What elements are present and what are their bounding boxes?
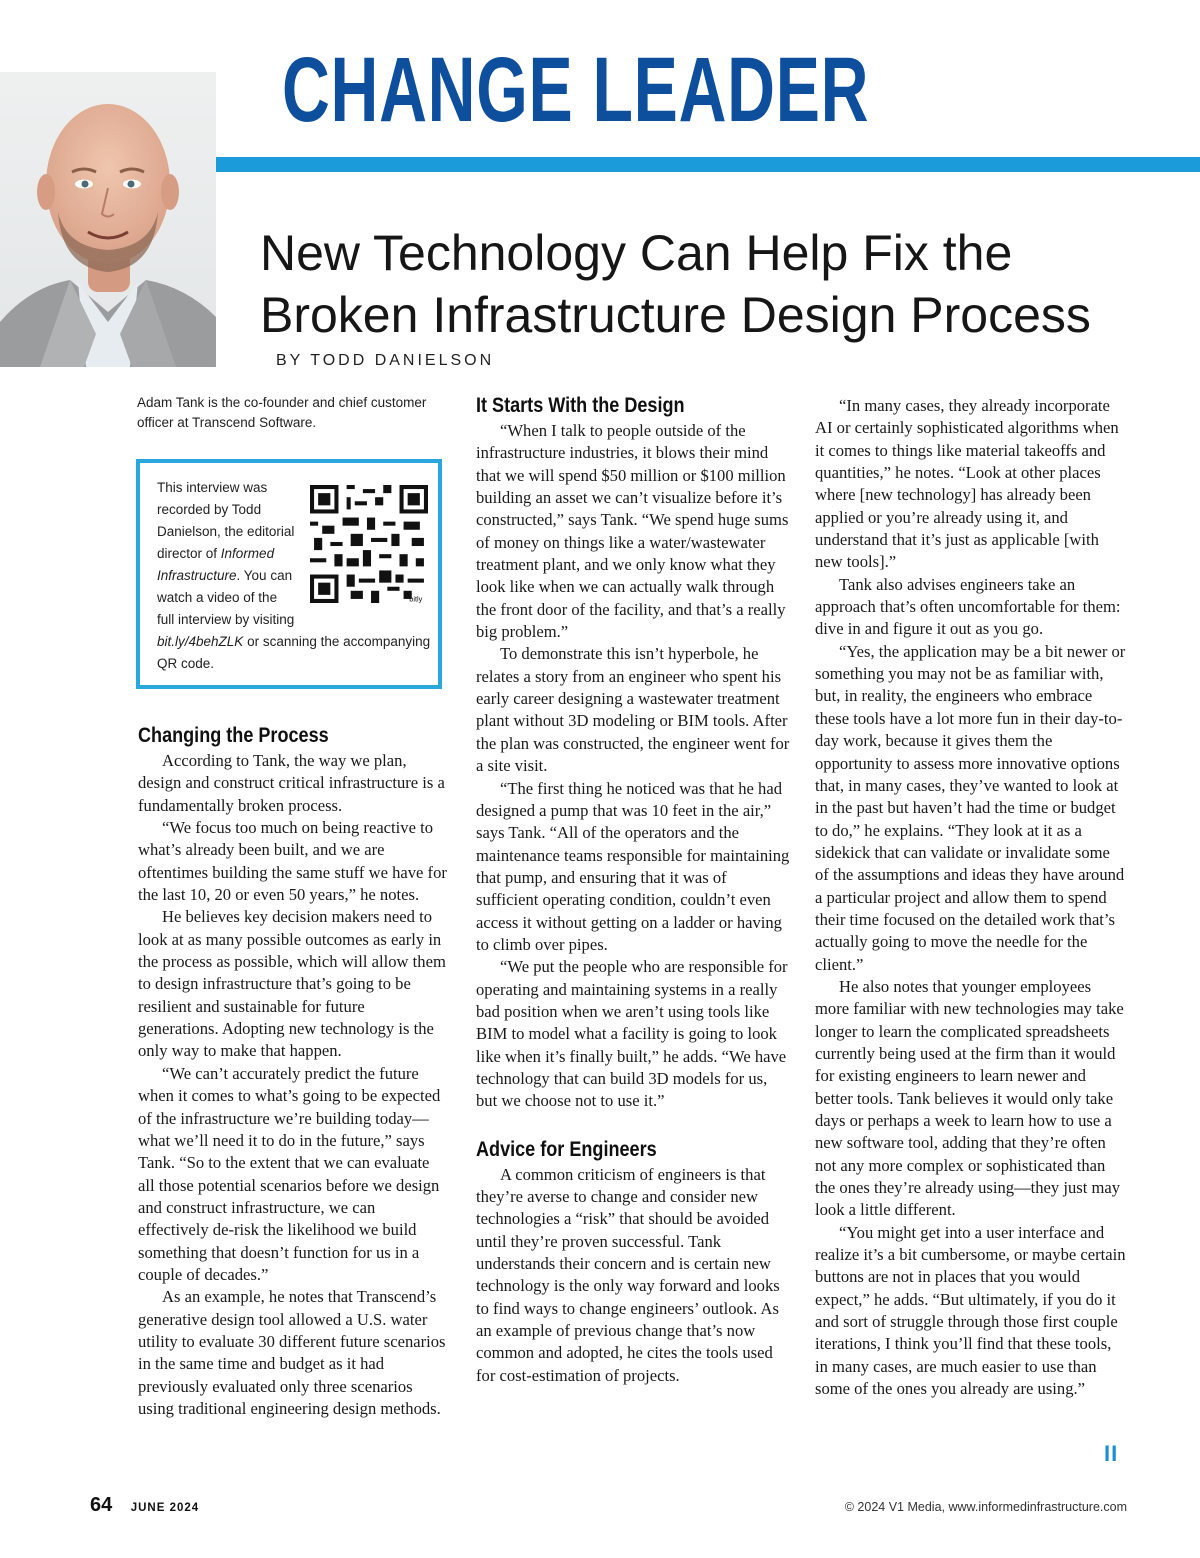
subheading-it-starts-with-the-design: It Starts With the Design [476, 394, 685, 417]
subheading-advice-for-engineers: Advice for Engineers [476, 1137, 657, 1161]
byline: BY TODD DANIELSON [276, 352, 495, 369]
paragraph: According to Tank, the way we plan, design and construct critical infrastructure is a fundamentally broken process. [138, 751, 445, 815]
paragraph: As an example, he notes that Transcend’s generative design tool allowed a U.S. water utility to evaluate 30 different future scenarios in the same time and budget as it had previously evaluated only three scenarios using traditional engineering design methods. [138, 1287, 446, 1418]
paragraph: A common criticism of engineers is that they’re averse to change and consider new technologies a “risk” that should be avoided until they’re proven successful. Tank understands their concern and is certain new technology is the only way forward and looks to find ways to change engineers’ outlook. As an example of previous change that’s now common and adopted, he cites the tools used for cost-estimation of projects. [476, 1164, 780, 1385]
paragraph: “We focus too much on being reactive to what’s already been built, and we are oftentimes building the same stuff we have for the last 10, 20 or even 50 years,” he notes. [138, 818, 447, 905]
callout-line: director of Informed [157, 546, 275, 561]
callout-line: This interview was [157, 480, 268, 495]
page-number: 64 [90, 1494, 113, 1516]
headline-line-2: Broken Infrastructure Design Process [260, 287, 1091, 343]
paragraph: He also notes that younger employees more familiar with new technologies may take longer to learn the complicated spreadsheets currently being used at the firm than it would for existing engineers to learn newer and better tools. Tank believes it would only take days or perhaps a week to learn how to use a new software tool, adding that they’re often not any more complex or sophisticated than the ones they’re already using—they just may look a little different. [815, 976, 1124, 1220]
paragraph: “When I talk to people outside of the infrastructure industries, it blows their mind that we will spend $50 million or $100 million building an asset we can’t visualize before it’s constructed,” says Tank. “We spend huge sums of money on things like a water/wastewater treatment plant, and we only know what they look like when we can actually walk through the front door of the facility, and that’s a really big problem.” [476, 421, 789, 642]
callout-line: recorded by Todd [157, 502, 262, 517]
paragraph: To demonstrate this isn’t hyperbole, he relates a story from an engineer who spent his early career designing a wastewater treatment plant without 3D modeling or BIM tools. After the plan was constructed, the engineer went for a site visit. [476, 644, 790, 776]
article-headline [260, 222, 1160, 346]
subheading-changing-the-process: Changing the Process [138, 724, 329, 747]
paragraph: “We can’t accurately predict the future when it comes to what’s going to be expected of the infrastructure we’re building today—what we’ll need it to do in the future,” says Tank. “So to the extent that we can evaluate all those potential scenarios before we design and construct infrastructure, we can effectively de-risk the likelihood we build something that doesn’t function for us in a couple of decades.” [138, 1063, 441, 1284]
article-column-2 [476, 392, 790, 1387]
section-kicker: CHANGE LEADER [282, 39, 870, 141]
paragraph: Tank also advises engineers take an approach that’s often uncomfortable for them: dive in and figure it out as you go. [815, 574, 1121, 639]
paragraph: He believes key decision makers need to look at as many possible outcomes as early in the process as possible, which will allow them to design infrastructure that’s going to be resilient and sustainable for future generations. Adopting new technology is the only way to make that happen. [138, 907, 446, 1061]
issue-date: JUNE 2024 [130, 1502, 200, 1514]
paragraph: “You might get into a user interface and realize it’s a bit cumbersome, or maybe certain buttons are not in places that you would expect,” he adds. “But ultimately, if you do it and sort of struggle through those first couple iterations, I think you’ll find that these tools, in many cases, are much easier to use than some of the ones you already are using.” [815, 1222, 1126, 1399]
page-folio [90, 1494, 199, 1517]
callout-line: bit.ly/4behZLK or scanning the accompanying [157, 634, 431, 649]
callout-line: watch a video of the [157, 590, 278, 605]
callout-line: QR code. [157, 656, 215, 671]
paragraph: “The first thing he noticed was that he had designed a pump that was 10 feet in the air,” says Tank. “All of the operators and the maintenance teams responsible for maintaining that pump, and ensuring that it was of sufficient operating condition, couldn’t even access it without getting on a ladder or having to climb over pipes. [476, 778, 790, 954]
end-of-article-mark: II [1104, 1441, 1119, 1466]
article-column-1 [138, 722, 448, 1420]
callout-line: Danielson, the editorial [157, 524, 295, 539]
author-photo [0, 72, 216, 367]
copyright-notice: © 2024 V1 Media, www.informedinfrastructure.com [844, 1500, 1127, 1514]
callout-line: full interview by visiting [157, 612, 295, 627]
publication-name: Infrastructure [157, 568, 237, 583]
portrait-illustration [0, 72, 216, 367]
interview-link[interactable]: bit.ly/4behZLK [157, 634, 244, 649]
paragraph: “In many cases, they already incorporate AI or certainly sophisticated algorithms when it comes to things like material takeoffs and quantities,” he notes. “Look at other places where [new technology] has already been applied or you’re already using it, and understand that it’s just as applicable [with new tools].” [815, 396, 1119, 572]
photo-caption: Adam Tank is the co-founder and chief customer officer at Transcend Software. [137, 395, 427, 430]
headline-line-1: New Technology Can Help Fix the [260, 225, 1013, 281]
callout-line: Infrastructure. You can [157, 568, 293, 583]
article-column-3 [815, 395, 1127, 1400]
publication-name: Informed [220, 546, 275, 561]
paragraph: “Yes, the application may be a bit newer or something you may not be as familiar with, but, in reality, the engineers who embrace these tools have a lot more fun in their day-to-day work, because it gives them the opportunity to assess more innovative options that, in many cases, they’ve wanted to look at in the past but haven’t had the time or budget to do,” he explains. “They look at it as a sidekick that can validate or invalidate some of the assumptions and ideas they have around a particular project and allow them to spend their time focused on the detailed work that’s actually going to move the needle for the client.” [815, 641, 1126, 974]
header-accent-bar [216, 157, 1200, 172]
qr-label: bitly [409, 594, 423, 603]
qr-code[interactable] [310, 485, 428, 603]
interview-callout-box [136, 459, 442, 689]
paragraph: “We put the people who are responsible for operating and maintaining systems in a really bad position when we aren’t using tools like BIM to model what a facility is going to look like when it’s finally built,” he adds. “We have technology that can build 3D models for us, but we choose not to use it.” [476, 957, 788, 1111]
